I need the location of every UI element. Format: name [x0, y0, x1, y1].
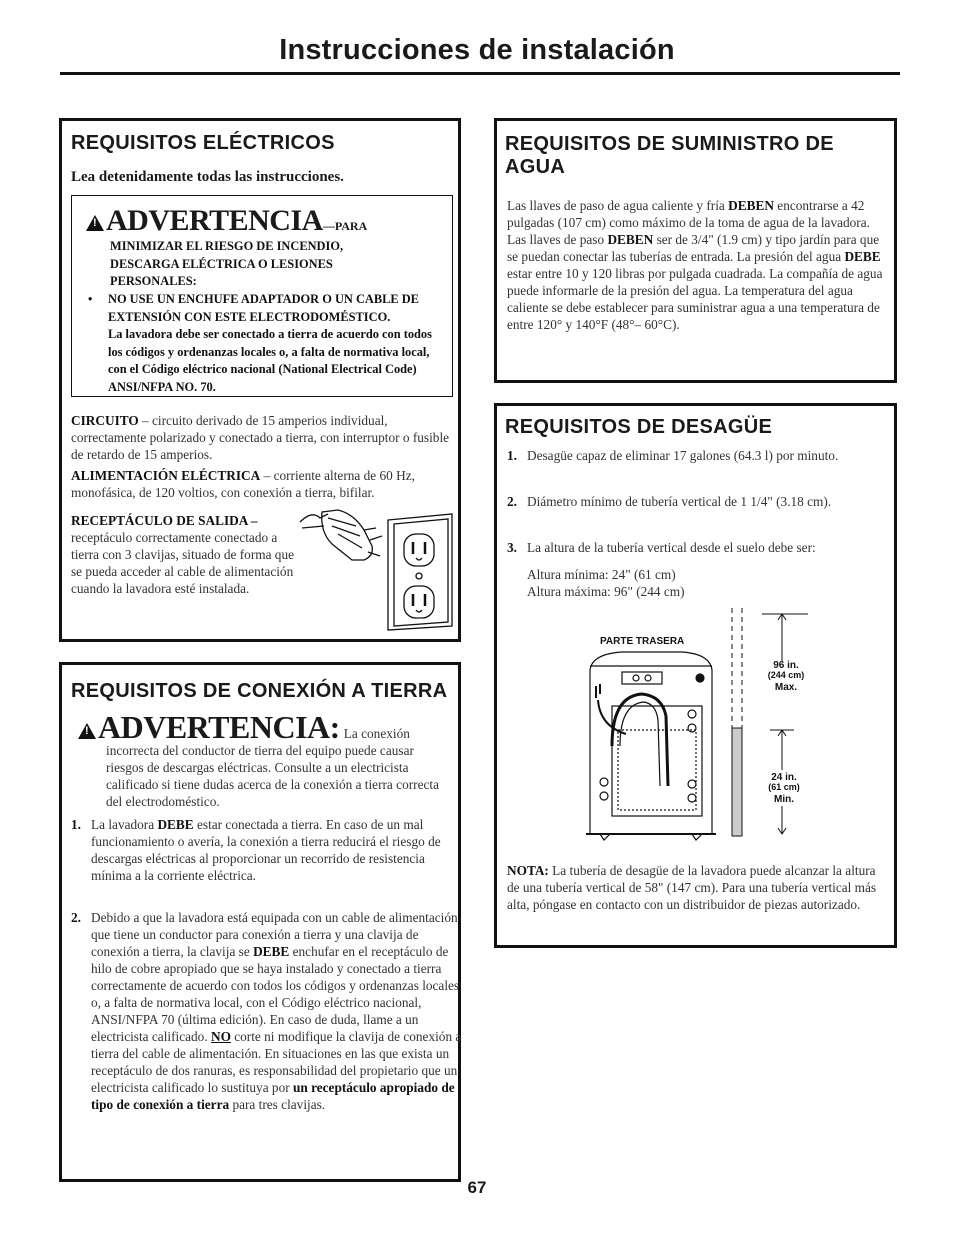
power-label: ALIMENTACIÓN ELÉCTRICA [71, 468, 261, 483]
circuit-label: CIRCUITO [71, 413, 139, 428]
circuit-text: – circuito derivado de 15 amperios individual, correctamente polarizado y conectado a tierra, con interruptor o fusible de retardo de 15 amperios. [71, 413, 450, 462]
water-requirements-box [494, 118, 897, 383]
power-text: – corriente alterna de 60 Hz, monofásica, de 120 voltios, con conexión a tierra, bifilar. [71, 468, 415, 500]
drain-max-height: Altura máxima: 96" (244 cm) [527, 584, 685, 599]
warning-bullet [88, 291, 444, 396]
water-paragraph [507, 197, 885, 333]
drain-requirements-box [494, 403, 897, 948]
water-bold: DEBE [844, 249, 881, 264]
min-label-3: Min. [774, 794, 794, 805]
outlet-dash: – [247, 513, 258, 528]
min-label-1: 24 in. [771, 772, 797, 783]
item-number: 2. [507, 494, 517, 509]
outlet-text: receptáculo correctamente conectado a tierra con 3 clavijas, situado de forma que se pueda acceder al cable de alimentación cuando la lavadora esté instalada. [71, 530, 295, 596]
ground-item-2 [71, 909, 465, 1113]
item-bold: DEBE [253, 944, 290, 959]
item-number: 2. [71, 910, 81, 925]
warning-icon [78, 723, 96, 739]
drain-item-3 [507, 539, 907, 556]
plug-icon [300, 510, 382, 560]
note-label: NOTA: [507, 863, 549, 878]
page-title: Instrucciones de instalación [279, 34, 675, 66]
item-text: para tres clavijas. [229, 1097, 326, 1112]
water-text: encontrarse a 42 pulgadas (107 cm) como máximo de la toma de agua de la lavadora. Las llaves de paso [507, 198, 870, 247]
electric-intro: Lea detenidamente todas las instrucciones. [71, 169, 344, 185]
warning-head: ADVERTENCIA [106, 204, 323, 237]
min-label-2: (61 cm) [768, 782, 800, 792]
item-text: La lavadora [91, 817, 158, 832]
max-label-3: Max. [774, 682, 798, 693]
max-dimension [762, 614, 808, 662]
power-paragraph [71, 467, 453, 501]
standpipe-diagram [582, 606, 852, 851]
drain-note [507, 862, 887, 913]
max-label-1: 96 in. [773, 660, 799, 671]
electric-heading: REQUISITOS ELÉCTRICOS [71, 132, 335, 154]
ground-item-1 [71, 816, 465, 884]
item-number: 1. [71, 817, 81, 832]
receptacle-icon [388, 514, 452, 630]
ground-warning-line [78, 709, 410, 745]
drain-heading: REQUISITOS DE DESAGÜE [505, 416, 773, 438]
warning-subtitle: MINIMIZAR EL RIESGO DE INCENDIO, DESCARGA ELÉCTRICA O LESIONES PERSONALES: [110, 239, 344, 288]
item-bold-underline: NO [210, 1029, 231, 1044]
outlet-plug-illustration [298, 504, 458, 634]
circuit-paragraph [71, 412, 451, 463]
water-bold: DEBEN [607, 232, 654, 247]
ground-warning-head: ADVERTENCIA: [98, 709, 340, 745]
drain-min-height: Altura mínima: 24" (61 cm) [527, 567, 676, 582]
washer-rear-illustration [586, 652, 716, 840]
water-text: estar entre 10 y 120 libras por pulgada cuadrada. La compañía de agua puede informarle de la presión del agua. La temperatura del agua caliente se debe establecer para suministrar agua a una temperatura de entre 120° y 140°F (48°– 60°C). [507, 266, 883, 332]
electric-requirements-box [59, 118, 461, 642]
item-text: corte ni modifique la clavija de conexión a tierra del cable de alimentación. En situaciones en las que exista un receptáculo de dos ranuras, es responsabilidad del propietario que un electricista calificado lo sustituya por [91, 1029, 462, 1095]
note-text: La tubería de desagüe de la lavadora puede alcanzar la altura de una tubería vertical de 58" (147 cm). Para una tubería vertical más alta, póngase en contacto con un distribuidor de piezas autorizado. [507, 863, 877, 912]
item-bold: un receptáculo apropiado de tipo de conexión a tierra [91, 1080, 455, 1112]
ground-heading: REQUISITOS DE CONEXIÓN A TIERRA [71, 680, 448, 702]
water-heading: REQUISITOS DE SUMINISTRO DE AGUA [505, 133, 834, 178]
ground-warning-text: incorrecta del conductor de tierra del equipo puede causar riesgos de descargas eléctricas. Consulte a un electricista calificado si tiene dudas acerca de la conexión a tierra correcta del electrodoméstico. [106, 743, 439, 809]
warning-bullet-caps: NO USE UN ENCHUFE ADAPTADOR O UN CABLE DE EXTENSIÓN CON ESTE ELECTRODOMÉSTICO. [108, 292, 419, 324]
water-text: ser de 3/4" (1.9 cm) y tipo jardín para que se puedan conectar las tuberías de entrada. La presión del agua [507, 232, 880, 264]
item-number: 1. [507, 448, 517, 463]
water-bold: DEBEN [728, 198, 774, 213]
warning-icon [86, 215, 104, 231]
item-text: Debido a que la lavadora está equipada con un cable de alimentación que tiene un conductor para conexión a tierra y una clavija de conexión a tierra, la clavija se [91, 910, 458, 959]
drain-item-1 [507, 447, 887, 464]
drain-item-2 [507, 493, 887, 510]
page-number: 67 [467, 1178, 487, 1197]
max-label-2: (244 cm) [767, 670, 805, 680]
outlet-heading [71, 512, 258, 529]
item-text: Desagüe capaz de eliminar 17 galones (64.3 l) por minuto. [527, 448, 839, 463]
item-text: enchufar en el receptáculo de hilo de cobre apropiado que se haya instalado y conectado a tierra correctamente de acuerdo con todos los códigos y ordenanzas locales o, a falta de normativa local, con el Código eléctrico nacional, ANSI/NFPA 70 (última edición). En caso de duda, llame a un electricista calificado. [91, 944, 460, 1044]
ground-warning-first: La conexión [343, 726, 410, 741]
title-rule [60, 72, 900, 75]
rear-label: PARTE TRASERA [600, 636, 685, 647]
standpipe [732, 608, 742, 836]
item-text: estar conectada a tierra. En caso de un mal funcionamiento o avería, la conexión a tierra reducirá el riesgo de descargas eléctricas al proporcionar un recorrido de resistencia mínima a la corriente eléctrica. [91, 817, 441, 883]
outlet-label: RECEPTÁCULO DE SALIDA [71, 513, 248, 528]
water-text: Las llaves de paso de agua caliente y fría [507, 198, 729, 213]
ground-requirements-box [59, 662, 461, 1182]
warning-bullet-rest: La lavadora debe ser conectado a tierra de acuerdo con todos los códigos y ordenanzas locales o, a falta de normativa local, con el Código eléctrico nacional (National Electrical Code) ANSI/NFPA NO. 70. [108, 327, 432, 394]
item-bold: DEBE [157, 817, 194, 832]
bullet-mark: • [88, 292, 93, 306]
electric-warning-box [71, 195, 453, 397]
item-text: La altura de la tubería vertical desde el suelo debe ser: [527, 540, 816, 555]
item-number: 3. [507, 540, 517, 555]
warning-para: —PARA [322, 219, 368, 233]
item-text: Diámetro mínimo de tubería vertical de 1 1/4" (3.18 cm). [527, 494, 832, 509]
